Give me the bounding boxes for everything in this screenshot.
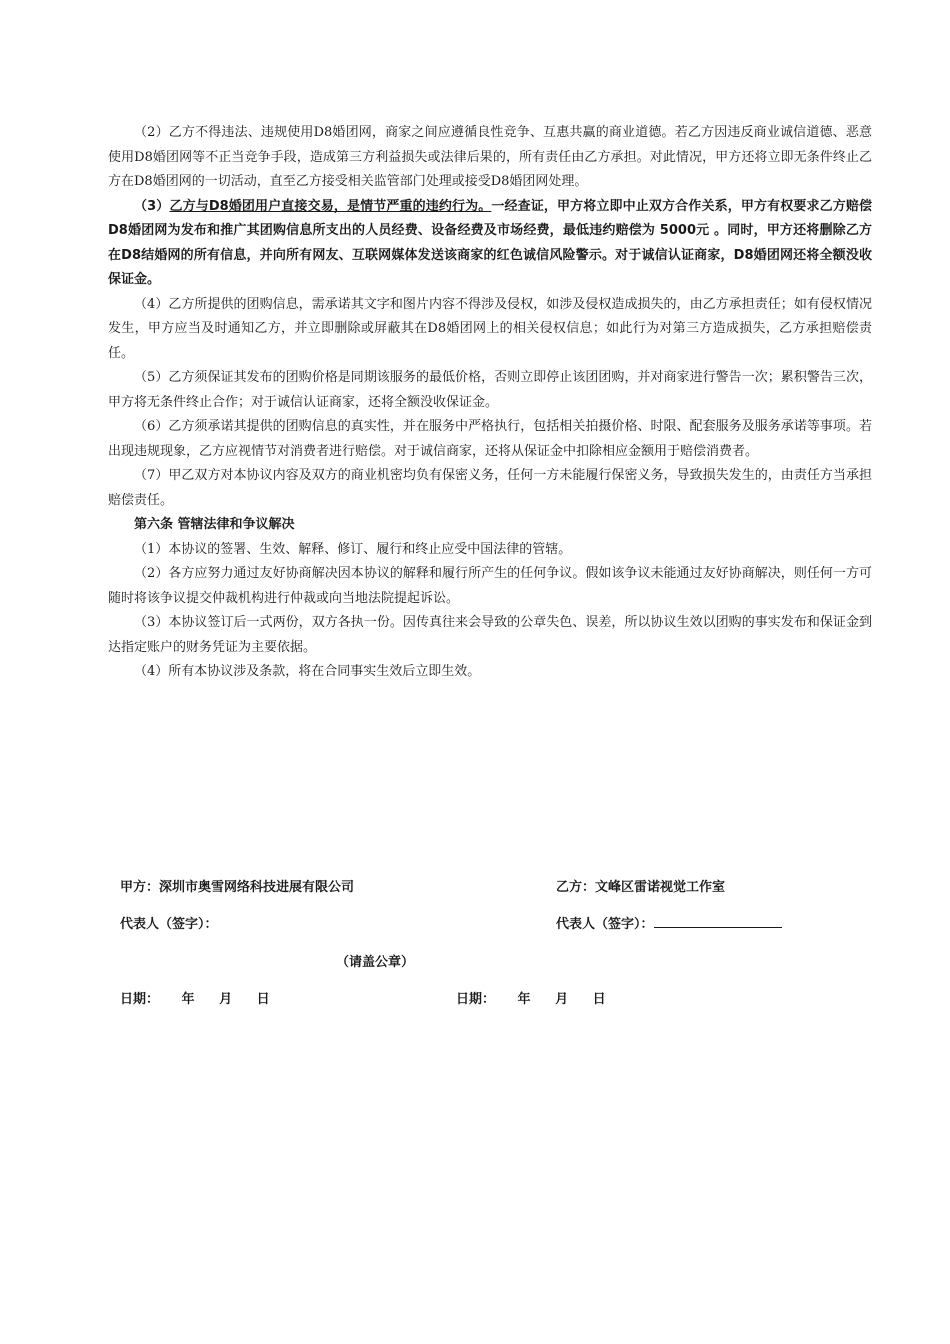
date-month: 月 [219, 992, 233, 1007]
article-6-heading: 第六条 管辖法律和争议解决 [134, 517, 295, 532]
agreement-body [108, 121, 872, 685]
date-year: 年 [181, 992, 195, 1007]
clause-3-underlined: 乙方与D8婚团用户直接交易，是情节严重的违约行为。 [169, 198, 492, 214]
clause-7: （7）甲乙双方对本协议内容及双方的商业机密均负有保密义务，任何一方未能履行保密义务，导致损失发生的，由责任方当承担赔偿责任。 [108, 468, 872, 508]
article-6-item-4: （4）所有本协议涉及条款，将在合同事实生效后立即生效。 [134, 664, 481, 679]
clause-5: （5）乙方须保证其发布的团购价格是同期该服务的最低价格，否则立即停止该团团购，并对商家进行警告一次；累积警告三次，甲方将无条件终止合作；对于诚信认证商家，还将全额没收保证金。 [108, 370, 872, 410]
party-a-representative: 代表人（签字）： [120, 917, 218, 932]
date-day: 日 [256, 992, 270, 1007]
party-a-name: 甲方：深圳市奥雪网络科技进展有限公司 [120, 880, 355, 895]
clause-3 [108, 195, 872, 293]
date-day: 日 [592, 992, 606, 1007]
party-b-representative-row [556, 913, 782, 932]
article-6-item-1: （1）本协议的签署、生效、解释、修订、履行和终止应受中国法律的管辖。 [134, 541, 572, 557]
seal-note: （请盖公章） [336, 955, 415, 970]
clause-3-prefix: （3） [134, 198, 170, 214]
party-b-date [456, 988, 606, 1007]
party-b-name: 乙方：文峰区雷诺视觉工作室 [556, 880, 726, 895]
party-b-representative: 代表人（签字）： [556, 917, 654, 932]
clause-2: （2）乙方不得违法、违规使用D8婚团网，商家之间应遵循良性竞争、互惠共赢的商业道德。若乙方因违反商业诚信道德、恶意使用D8婚团网等不正当竞争手段，造成第三方利益损失或法律后果的，所有责任由乙方承担。对此情况，甲方还将立即无条件终止乙方在D8婚团网的一切活动，直至乙方接受相关监管部门处理或接受D8婚团网处理。 [108, 125, 872, 189]
signature-line [654, 915, 782, 928]
date-label: 日期： [456, 992, 496, 1007]
party-a-date [120, 988, 270, 1007]
clause-6: （6）乙方须承诺其提供的团购信息的真实性，并在服务中严格执行，包括相关拍摄价格、时限、配套服务及服务承诺等事项。若出现违规现象，乙方应视情节对消费者进行赔偿。对于诚信商家，还将从保证金中扣除相应金额用于赔偿消费者。 [108, 419, 872, 459]
date-year: 年 [517, 992, 531, 1007]
clause-3-rest: 一经查证，甲方将立即中止双方合作关系，甲方有权要求乙方赔偿D8婚团网为发布和推广其团购信息所支出的人员经费、设备经费及市场经费，最低违约赔偿为 5000元 。同时，甲方还将删除乙方在D8结婚网的所有信息，并向所有网友、互联网媒体发送该商家的红色诚信风险警示。对于诚信认证商家，D8婚团网还将全额没收保证金。 [108, 198, 872, 287]
article-6-item-3: （3）本协议签订后一式两份，双方各执一份。因传真往来会导致的公章失色、误差，所以协议生效以团购的事实发布和保证金到达指定账户的财务凭证为主要依据。 [108, 615, 872, 655]
date-month: 月 [555, 992, 569, 1007]
clause-4: （4）乙方所提供的团购信息，需承诺其文字和图片内容不得涉及侵权，如涉及侵权造成损失的，由乙方承担责任；如有侵权情况发生，甲方应当及时通知乙方，并立即删除或屏蔽其在D8婚团网上的相关侵权信息；如此行为对第三方造成损失，乙方承担赔偿责任。 [108, 296, 872, 361]
article-6-item-2: （2）各方应努力通过友好协商解决因本协议的解释和履行所产生的任何争议。假如该争议未能通过友好协商解决，则任何一方可随时将该争议提交仲裁机构进行仲裁或向当地法院提起诉讼。 [108, 566, 872, 606]
date-label: 日期： [120, 992, 160, 1007]
